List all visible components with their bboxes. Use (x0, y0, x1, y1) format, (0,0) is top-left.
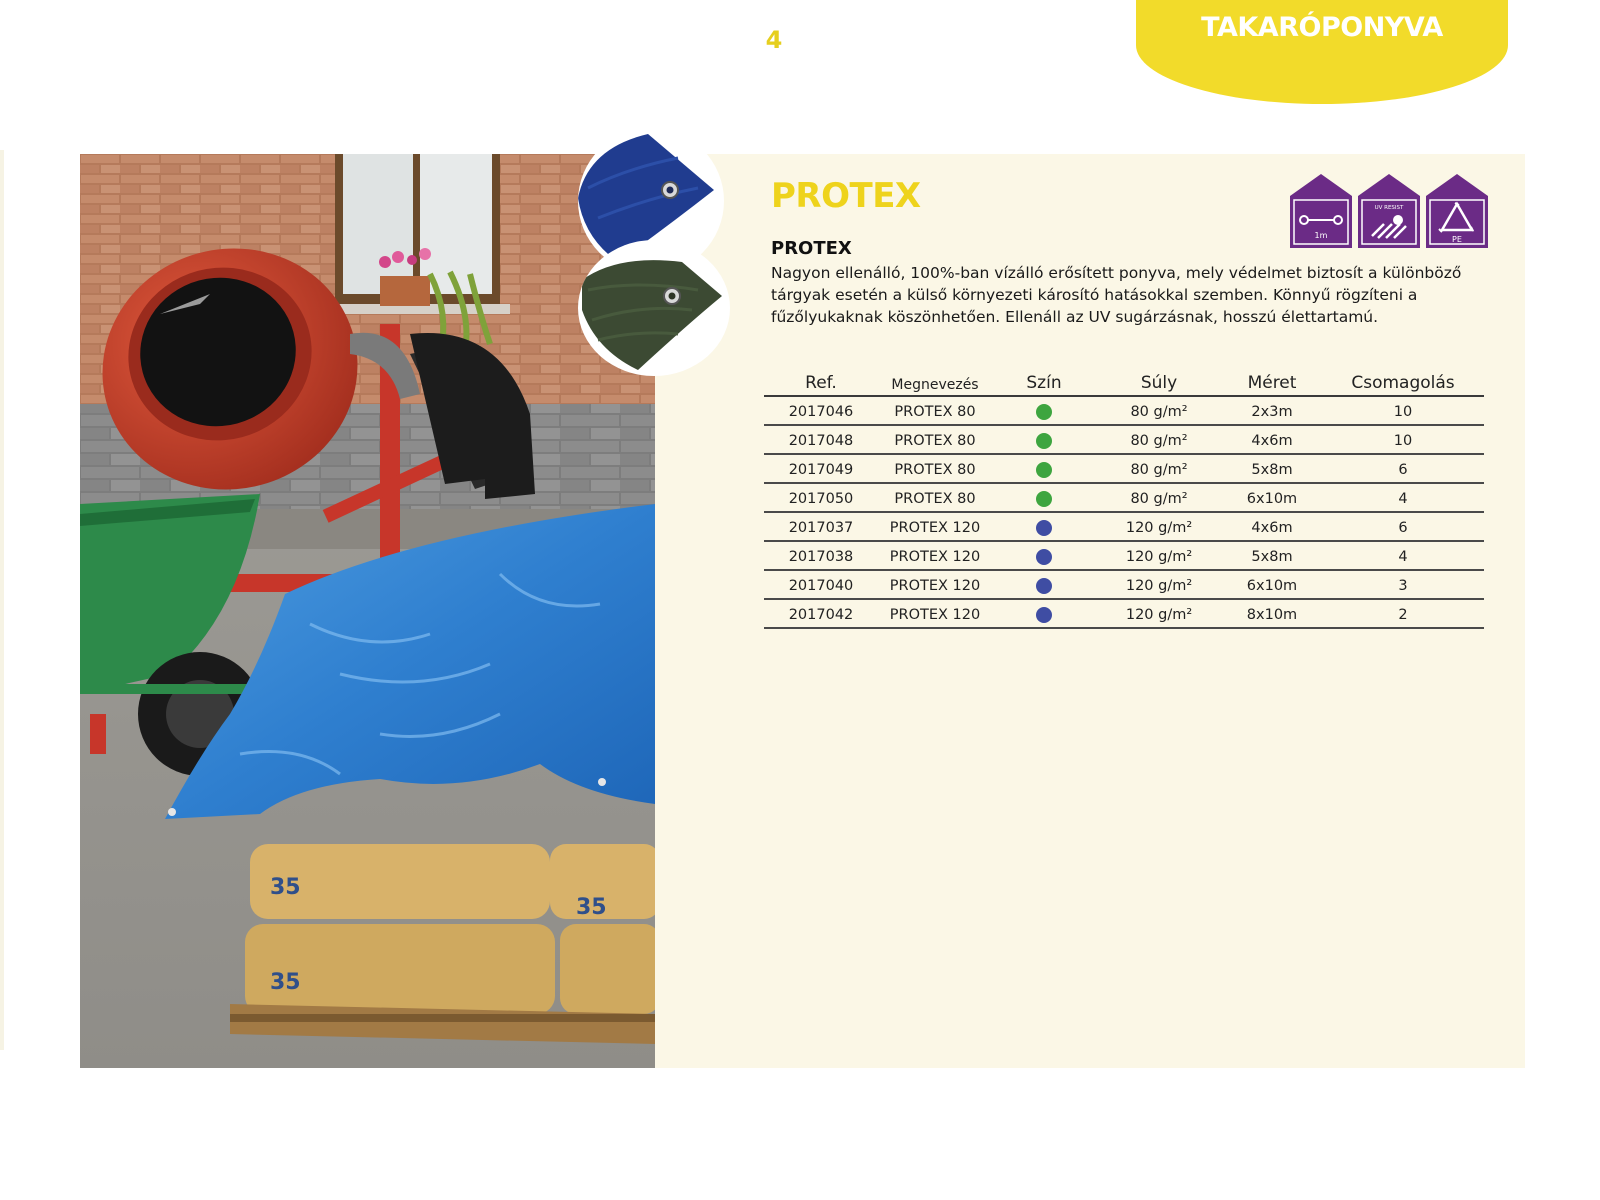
name-cell: PROTEX 80 (878, 425, 992, 454)
size-cell: 6x10m (1222, 483, 1322, 512)
color-dot (1036, 404, 1052, 420)
color-cell (992, 425, 1096, 454)
color-dot (1036, 520, 1052, 536)
color-cell (992, 570, 1096, 599)
name-cell: PROTEX 80 (878, 483, 992, 512)
pack-cell: 3 (1322, 570, 1484, 599)
recycle-pe-icon (1426, 174, 1488, 248)
color-dot (1036, 433, 1052, 449)
table-body (764, 396, 1484, 628)
name-cell: PROTEX 80 (878, 396, 992, 425)
size-cell: 2x3m (1222, 396, 1322, 425)
ref-cell: 2017049 (764, 454, 878, 483)
table-row (764, 483, 1484, 512)
product-heading: PROTEX (771, 176, 921, 216)
name-cell: PROTEX 120 (878, 512, 992, 541)
uv-resist-icon (1358, 174, 1420, 248)
color-cell (992, 512, 1096, 541)
feature-badges (1290, 174, 1490, 248)
table-row (764, 396, 1484, 425)
color-dot (1036, 549, 1052, 565)
green-tarp-swatch (578, 240, 730, 376)
table-row (764, 599, 1484, 628)
eyelet-distance-label: 1m (1314, 231, 1328, 240)
pack-cell: 4 (1322, 483, 1484, 512)
weight-cell: 120 g/m² (1096, 512, 1222, 541)
ref-cell: 2017042 (764, 599, 878, 628)
color-dot (1036, 607, 1052, 623)
color-cell (992, 483, 1096, 512)
color-dot (1036, 462, 1052, 478)
pack-cell: 4 (1322, 541, 1484, 570)
page-edge-mark (0, 150, 4, 1050)
weight-cell: 80 g/m² (1096, 454, 1222, 483)
color-cell (992, 599, 1096, 628)
ref-cell: 2017048 (764, 425, 878, 454)
color-cell (992, 454, 1096, 483)
uv-resist-label: UV RESIST (1374, 205, 1404, 211)
size-cell: 4x6m (1222, 512, 1322, 541)
ref-cell: 2017050 (764, 483, 878, 512)
ref-cell: 2017038 (764, 541, 878, 570)
pack-cell: 2 (1322, 599, 1484, 628)
ref-cell: 2017040 (764, 570, 878, 599)
svg-text:35: 35 (270, 875, 301, 900)
weight-cell: 80 g/m² (1096, 483, 1222, 512)
color-dot (1036, 578, 1052, 594)
svg-text:35: 35 (576, 895, 607, 920)
section-title: TAKARÓPONYVA (1201, 12, 1443, 43)
eyelet-distance-icon (1290, 174, 1352, 248)
color-dot (1036, 491, 1052, 507)
product-photo (80, 154, 655, 1068)
product-spec-table (764, 370, 1484, 629)
table-row (764, 541, 1484, 570)
page-number: 4 (765, 26, 783, 54)
size-cell: 4x6m (1222, 425, 1322, 454)
ref-cell: 2017046 (764, 396, 878, 425)
weight-cell: 80 g/m² (1096, 425, 1222, 454)
weight-cell: 120 g/m² (1096, 541, 1222, 570)
pack-cell: 6 (1322, 512, 1484, 541)
name-cell: PROTEX 80 (878, 454, 992, 483)
size-cell: 6x10m (1222, 570, 1322, 599)
product-description: Nagyon ellenálló, 100%-ban vízálló erősített ponyva, mely védelmet biztosít a különböző tárgyak esetén a külső környezeti károsító hatásokkal szemben. Könnyű rögzíteni a fűzőlyukaknak köszönhetően. Ellenáll az UV sugárzásnak, hosszú élettartamú. (771, 264, 1462, 326)
table-row (764, 454, 1484, 483)
header-color: Szín (992, 370, 1096, 396)
name-cell: PROTEX 120 (878, 599, 992, 628)
ref-cell: 2017037 (764, 512, 878, 541)
table-row (764, 512, 1484, 541)
svg-text:35: 35 (270, 970, 301, 995)
recycle-pe-label: PE (1452, 235, 1462, 244)
pack-cell: 6 (1322, 454, 1484, 483)
pack-cell: 10 (1322, 425, 1484, 454)
header-ref: Ref. (764, 370, 878, 396)
size-cell: 5x8m (1222, 454, 1322, 483)
size-cell: 8x10m (1222, 599, 1322, 628)
weight-cell: 120 g/m² (1096, 599, 1222, 628)
color-cell (992, 541, 1096, 570)
header-name: Megnevezés (878, 370, 992, 396)
product-subheading: PROTEX (771, 238, 852, 259)
weight-cell: 120 g/m² (1096, 570, 1222, 599)
header-weight: Súly (1096, 370, 1222, 396)
name-cell: PROTEX 120 (878, 541, 992, 570)
weight-cell: 80 g/m² (1096, 396, 1222, 425)
table-header-row (764, 370, 1484, 396)
color-cell (992, 396, 1096, 425)
pack-cell: 10 (1322, 396, 1484, 425)
table-row (764, 570, 1484, 599)
size-cell: 5x8m (1222, 541, 1322, 570)
header-pack: Csomagolás (1322, 370, 1484, 396)
table-row (764, 425, 1484, 454)
header-size: Méret (1222, 370, 1322, 396)
name-cell: PROTEX 120 (878, 570, 992, 599)
